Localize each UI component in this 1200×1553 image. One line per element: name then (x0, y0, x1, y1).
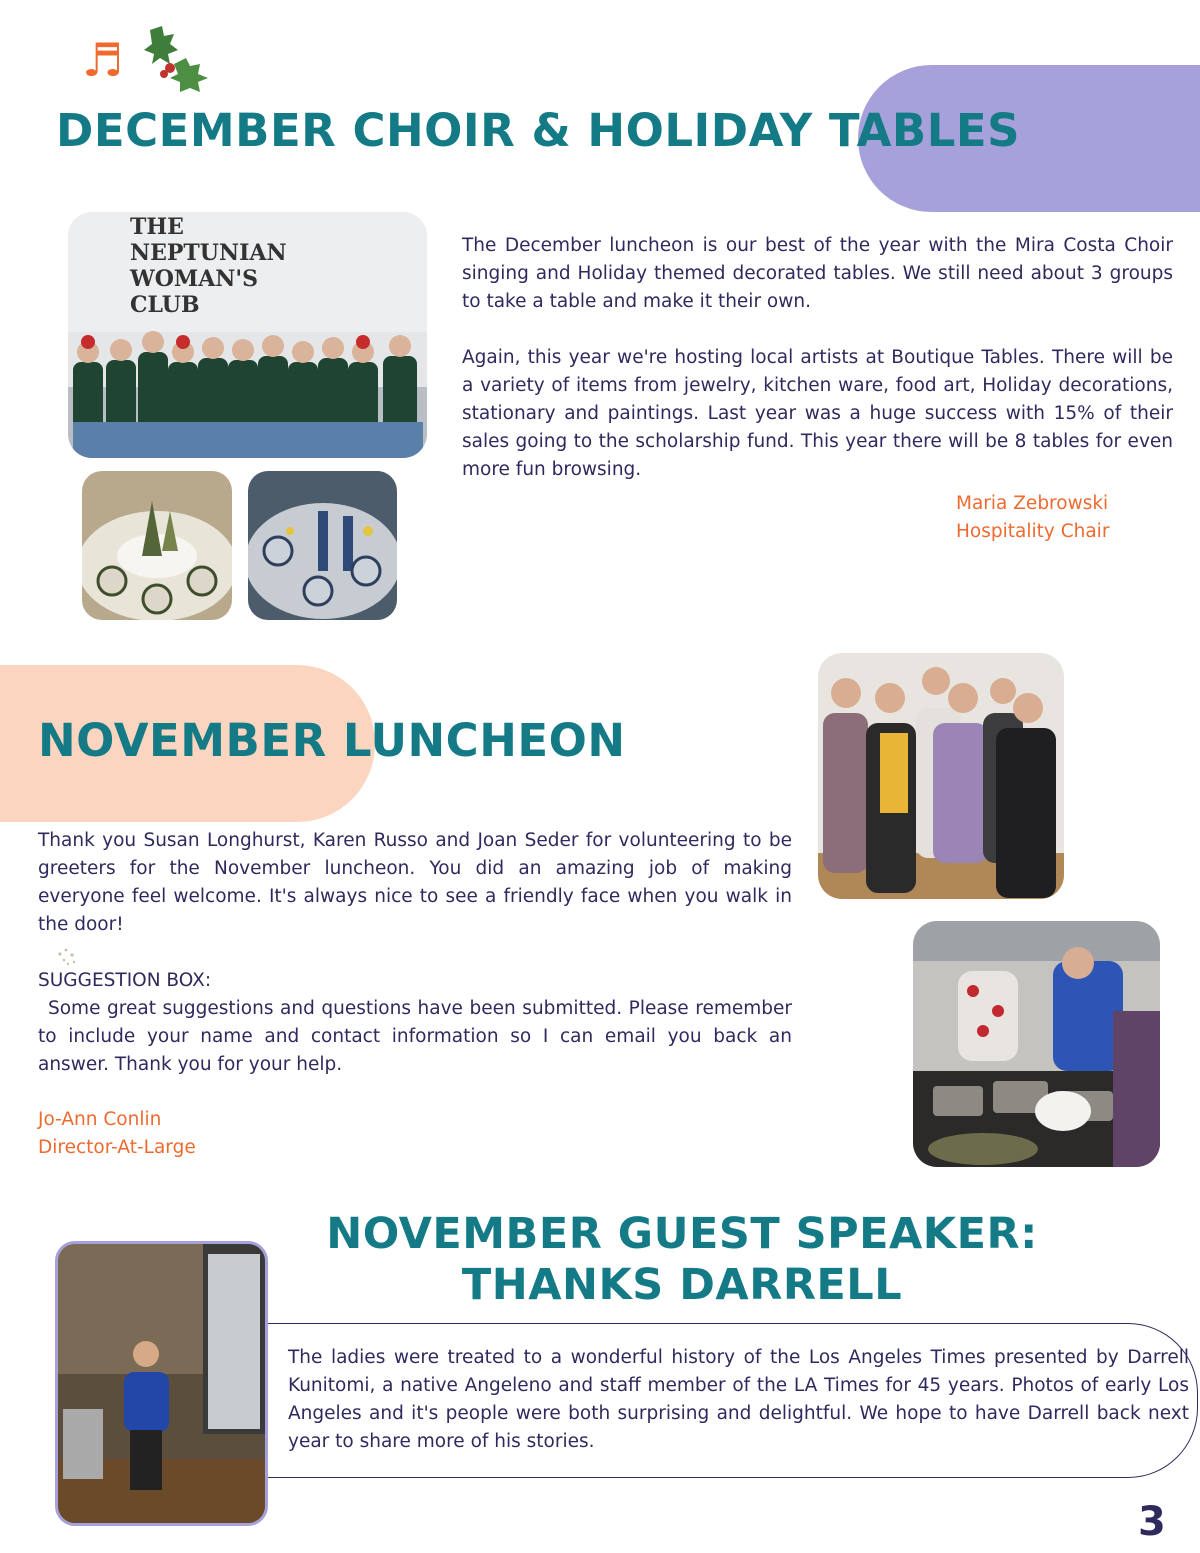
section-title-guest-speaker-line1: NOVEMBER GUEST SPEAKER: (326, 1209, 1038, 1259)
buffet-photo (913, 921, 1160, 1167)
december-signature-name: Maria Zebrowski (956, 493, 1109, 514)
holiday-table-photo-1 (82, 471, 232, 620)
section-title-december: DECEMBER CHOIR & HOLIDAY TABLES (56, 104, 1021, 157)
speaker-photo (55, 1241, 268, 1526)
choir-photo (68, 212, 427, 458)
svg-text:NEPTUNIAN: NEPTUNIAN (130, 240, 287, 266)
svg-text:♬: ♬ (82, 33, 120, 84)
sparkle-icon (54, 946, 80, 968)
suggestion-box-heading: SUGGESTION BOX: (38, 970, 212, 991)
page-number: 3 (1138, 1499, 1166, 1545)
music-note-icon (80, 28, 120, 84)
november-signature-role: Director-At-Large (38, 1137, 196, 1158)
speaker-paragraph: The ladies were treated to a wonderful history of the Los Angeles Times presented by Darrell Kunitomi, a native Angeleno and staff member of the LA Times for 45 years. Photos of early Los Angeles and it's people were both surprising and delightful. We hope to have Darrell back next year to share more of his stories. (288, 1347, 1189, 1452)
greeters-photo (818, 653, 1064, 899)
svg-text:THE: THE (130, 214, 184, 240)
holiday-table-photo-2 (248, 471, 397, 620)
november-paragraph-1: Thank you Susan Longhurst, Karen Russo and Joan Seder for volunteering to be greeters for the November luncheon. You did an amazing job of making everyone feel welcome. It's always nice to see a friendly face when you walk in the door! (38, 830, 792, 935)
december-paragraph-1: The December luncheon is our best of the year with the Mira Costa Choir singing and Holiday themed decorated tables. We still need about 3 groups to take a table and make it their own. (462, 235, 1173, 312)
december-signature-role: Hospitality Chair (956, 521, 1110, 542)
holly-icon (140, 22, 212, 94)
december-paragraph-2: Again, this year we're hosting local artists at Boutique Tables. There will be a variety of items from jewelry, kitchen ware, food art, Holiday decorations, stationary and paintings. Last year was a huge success with 15% of their sales going to the scholarship fund. This year there will be 8 tables for even more fun browsing. (462, 347, 1173, 480)
section-title-november-luncheon: NOVEMBER LUNCHEON (38, 714, 626, 767)
section-title-guest-speaker-line2: THANKS DARRELL (461, 1260, 903, 1310)
november-signature-name: Jo-Ann Conlin (38, 1109, 162, 1130)
november-paragraph-2: Some great suggestions and questions have been submitted. Please remember to include your name and contact information so I can email you back an answer. Thank you for your help. (38, 998, 792, 1075)
svg-text:WOMAN'S: WOMAN'S (130, 266, 259, 292)
svg-text:CLUB: CLUB (130, 292, 200, 318)
